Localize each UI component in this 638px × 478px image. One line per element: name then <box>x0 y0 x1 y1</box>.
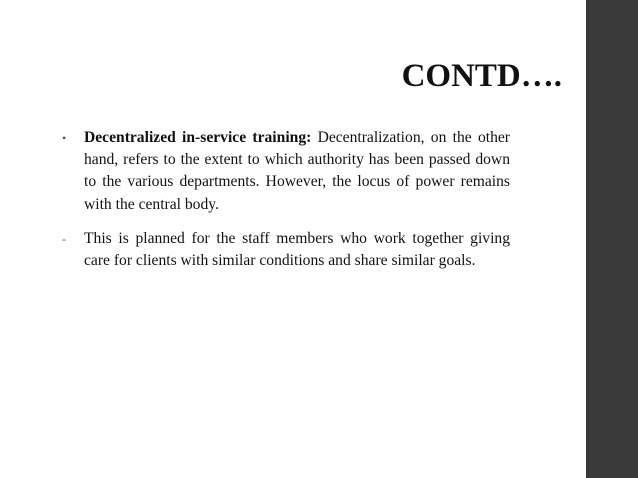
side-accent-band <box>586 0 638 478</box>
bullet-text: This is planned for the staff members who work together giving care for clients with similar conditions and share similar goals. <box>84 229 510 270</box>
bullet-text: Decentralization, on the other hand, refers to the extent to which authority has been passed down to the various departments. However, the locus of power remains with the central body. <box>84 129 510 213</box>
bullet-item-decentralized-training <box>62 127 510 216</box>
bullet-marker-dash: - <box>62 231 66 246</box>
bullet-marker-dot: • <box>62 131 67 145</box>
bullet-item-staff-planning <box>62 228 510 272</box>
bullet-term: Decentralized in-service training: <box>84 129 312 146</box>
slide-title: CONTD…. <box>401 58 562 94</box>
slide-body <box>62 127 510 286</box>
